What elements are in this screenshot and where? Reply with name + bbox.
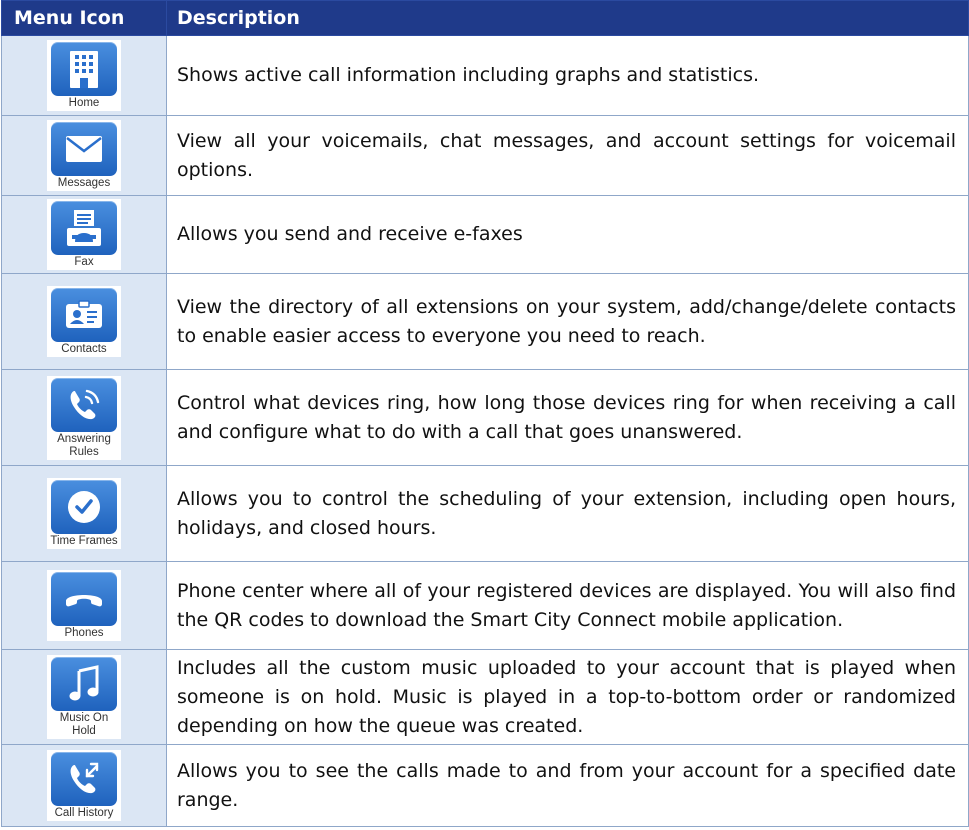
menu-icon-header: Menu Icon: [2, 1, 167, 36]
row-description: Control what devices ring, how long those devices ring for when receiving a call and configure what to do with a call that goes unanswered.: [167, 370, 969, 466]
time-frames-icon: [51, 480, 117, 534]
table-row: [2, 116, 969, 196]
table-row: [2, 370, 969, 466]
menu-icon-table: [1, 0, 969, 827]
messages-icon: [51, 122, 117, 176]
icon-label: Fax: [74, 256, 94, 268]
icon-label: Contacts: [61, 343, 107, 355]
row-description: Allows you to control the scheduling of your extension, including open hours, holidays, and closed hours.: [167, 466, 969, 562]
table-row: [2, 274, 969, 370]
row-description: View all your voicemails, chat messages, and account settings for voicemail options.: [167, 116, 969, 196]
icon-label: Phones: [64, 627, 104, 639]
music-on-hold-menu-item[interactable]: [47, 655, 121, 739]
icon-label: Answering Rules: [57, 432, 111, 458]
header-row: [2, 1, 969, 36]
contacts-icon: [51, 288, 117, 342]
icon-label: Messages: [57, 177, 111, 189]
icon-label: Home: [68, 97, 100, 109]
fax-menu-item[interactable]: [47, 199, 121, 270]
table-row: [2, 36, 969, 116]
home-icon: [51, 42, 117, 96]
table-row: [2, 650, 969, 745]
icon-label: Music On Hold: [59, 712, 109, 737]
description-header: Description: [167, 1, 969, 36]
phones-menu-item[interactable]: [47, 570, 121, 641]
music-on-hold-icon: [51, 657, 117, 711]
icon-label: Call History: [54, 807, 114, 819]
call-history-icon: [51, 752, 117, 806]
contacts-menu-item[interactable]: [47, 286, 121, 357]
row-description: View the directory of all extensions on your system, add/change/delete contacts to enable easier access to everyone you need to reach.: [167, 274, 969, 370]
row-description: Shows active call information including graphs and statistics.: [167, 36, 969, 116]
fax-icon: [51, 201, 117, 255]
call-history-menu-item[interactable]: [47, 750, 121, 821]
row-description: Includes all the custom music uploaded to your account that is played when someone is on hold. Music is played in a top-to-bottom order or randomized depending on how the queue was created.: [167, 650, 969, 745]
table-row: [2, 745, 969, 827]
time-frames-menu-item[interactable]: [47, 478, 121, 549]
row-description: Allows you send and receive e-faxes: [167, 196, 969, 274]
row-description: Phone center where all of your registered devices are displayed. You will also find the QR codes to download the Smart City Connect mobile application.: [167, 562, 969, 650]
messages-menu-item[interactable]: [47, 120, 121, 191]
row-description: Allows you to see the calls made to and from your account for a specified date range.: [167, 745, 969, 827]
answering-rules-icon: [51, 378, 117, 432]
answering-rules-menu-item[interactable]: [47, 376, 121, 460]
table-row: [2, 466, 969, 562]
icon-label: Time Frames: [50, 535, 118, 547]
table-row: [2, 196, 969, 274]
phones-icon: [51, 572, 117, 626]
home-menu-item[interactable]: [47, 40, 121, 111]
table-row: [2, 562, 969, 650]
